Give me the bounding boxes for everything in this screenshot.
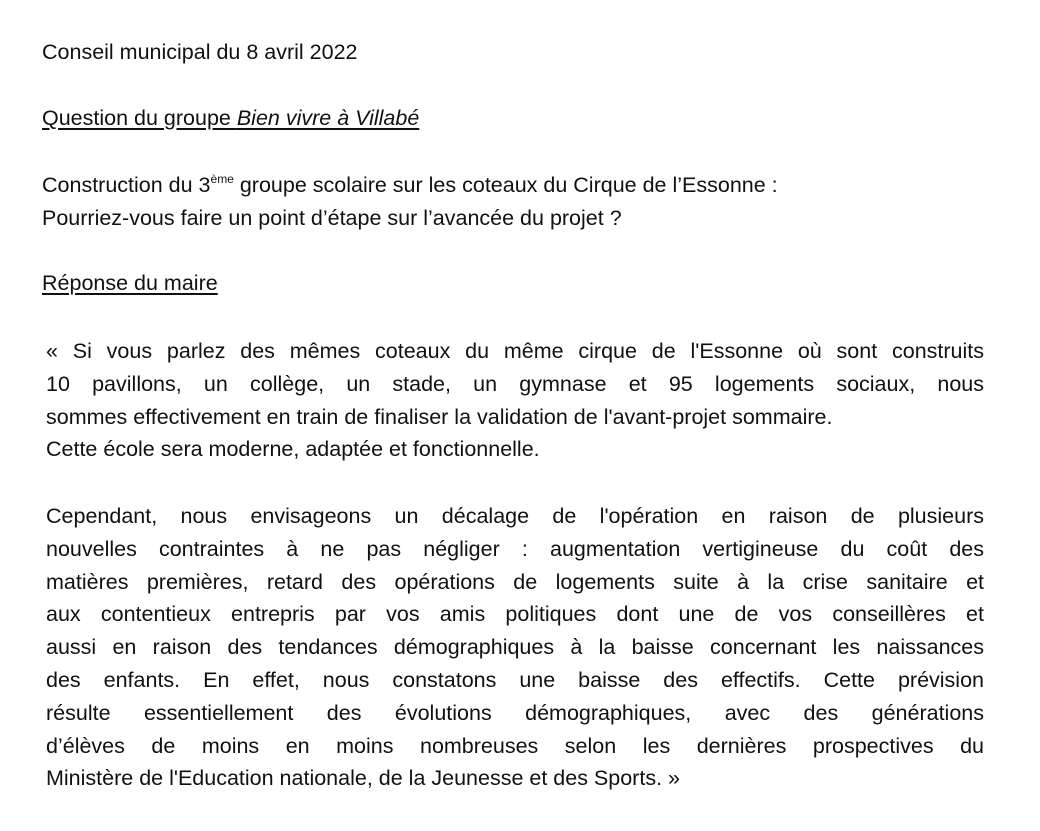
paragraph-line: sommes effectivement en train de finaliser la validation de l'avant-projet sommaire. bbox=[46, 404, 833, 429]
paragraph-line: d’élèves de moins en moins nombreuses selon les dernières prospectives du bbox=[46, 733, 984, 758]
question-heading-prefix: Question du groupe bbox=[42, 106, 237, 130]
paragraph-line: aux contentieux entrepris par vos amis politiques dont une de vos conseillères et bbox=[46, 602, 984, 627]
ordinal-superscript: ème bbox=[210, 172, 234, 186]
document-title: Conseil municipal du 8 avril 2022 bbox=[42, 40, 358, 64]
paragraph-line: des enfants. En effet, nous constatons une baisse des effectifs. Cette prévision bbox=[46, 667, 984, 692]
response-paragraph-1 bbox=[46, 335, 984, 466]
response-heading: Réponse du maire bbox=[42, 271, 218, 295]
question-line-1-start: Construction du 3 bbox=[42, 173, 211, 197]
response-paragraph-2 bbox=[46, 500, 984, 795]
question-heading bbox=[42, 104, 419, 132]
paragraph-line: Cette école sera moderne, adaptée et fonctionnelle. bbox=[46, 437, 540, 462]
paragraph-line: 10 pavillons, un collège, un stade, un gymnase et 95 logements sociaux, nous bbox=[46, 371, 984, 396]
paragraph-line: matières premières, retard des opérations de logements suite à la crise sanitaire et bbox=[46, 569, 984, 594]
group-name: Bien vivre à Villabé bbox=[236, 106, 420, 130]
paragraph-line: nouvelles contraintes à ne pas négliger : augmentation vertigineuse du coût des bbox=[46, 536, 984, 561]
paragraph-line: Ministère de l'Education nationale, de la Jeunesse et des Sports. » bbox=[46, 766, 680, 791]
question-line-1-end: groupe scolaire sur les coteaux du Cirque de l’Essonne : bbox=[233, 173, 778, 197]
paragraph-line: résulte essentiellement des évolutions démographiques, avec des générations bbox=[46, 700, 984, 725]
question-line-2: Pourriez-vous faire un point d’étape sur l’avancée du projet ? bbox=[42, 206, 622, 230]
paragraph-line: Cependant, nous envisageons un décalage de l'opération en raison de plusieurs bbox=[46, 504, 984, 528]
paragraph-line: aussi en raison des tendances démographiques à la baisse concernant les naissances bbox=[46, 635, 984, 660]
question-line-1 bbox=[42, 171, 778, 199]
paragraph-line: « Si vous parlez des mêmes coteaux du même cirque de l'Essonne où sont construits bbox=[46, 339, 984, 363]
